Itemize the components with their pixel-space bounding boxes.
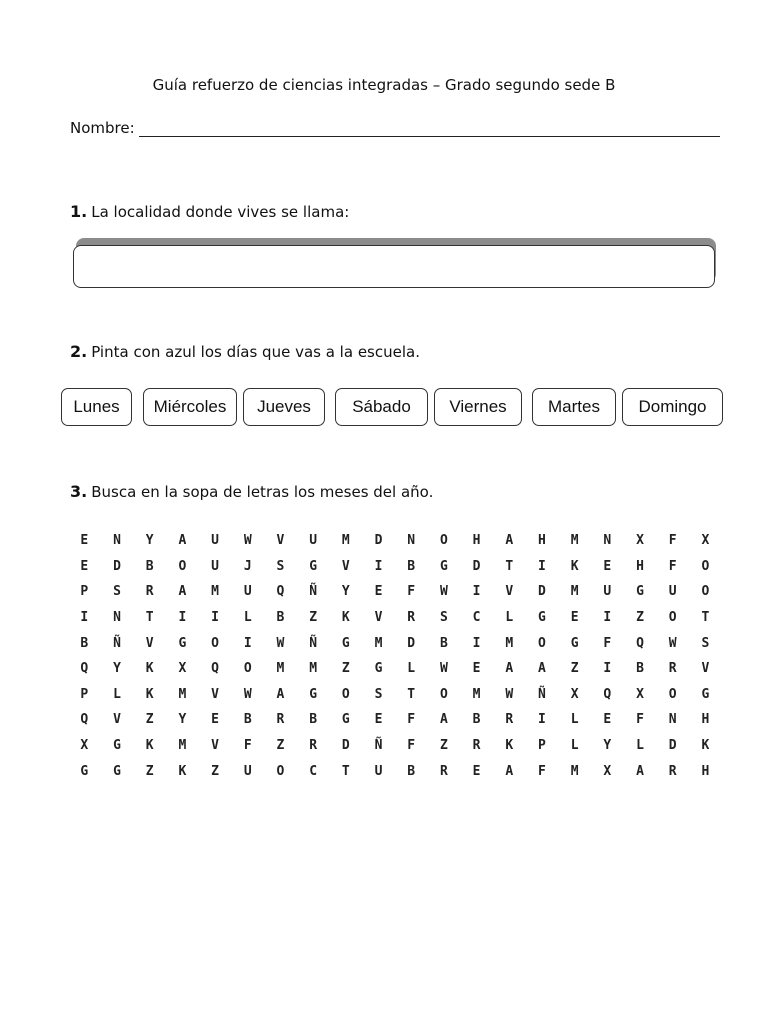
word-search-letter[interactable]: A [538,661,546,677]
word-search-letter[interactable]: Z [309,610,318,626]
word-search-letter[interactable]: B [636,661,644,677]
word-search-letter[interactable]: Y [603,738,612,754]
word-search-letter[interactable]: M [570,533,579,549]
word-search-letter[interactable]: O [701,584,710,600]
word-search-letter[interactable]: D [374,533,383,549]
word-search-letter[interactable]: O [439,686,448,702]
word-search-row [68,630,722,656]
word-search-letter[interactable]: R [276,712,285,728]
word-search-letter[interactable]: M [472,686,481,702]
word-search-grid [68,528,722,784]
locality-answer-box[interactable] [73,245,715,288]
word-search-letter[interactable]: C [309,763,318,779]
day-box-domingo[interactable]: Domingo [622,388,723,426]
word-search-letter[interactable]: U [309,533,318,549]
word-search-letter[interactable]: O [178,558,187,574]
day-box-viernes[interactable]: Viernes [434,388,522,426]
word-search-letter[interactable]: Ñ [309,635,318,651]
word-search-letter[interactable]: Y [178,712,187,728]
word-search-letter[interactable]: I [80,610,89,626]
word-search-letter[interactable]: E [80,558,89,574]
word-search-letter[interactable]: V [211,738,219,754]
word-search-letter[interactable]: H [538,533,546,549]
word-search-letter[interactable]: V [505,584,514,600]
word-search-letter[interactable]: S [701,635,710,651]
word-search-letter[interactable]: G [309,686,318,702]
word-search-letter[interactable]: O [211,635,219,651]
word-search-letter[interactable]: E [603,558,612,574]
word-search-row [68,707,722,733]
question-3 [70,482,433,501]
question-2 [70,342,420,361]
word-search-letter[interactable]: Y [113,661,121,677]
word-search-letter[interactable]: K [570,558,579,574]
word-search-letter[interactable]: I [472,635,481,651]
word-search-letter[interactable]: O [668,686,677,702]
word-search-letter[interactable]: A [178,584,187,600]
word-search-letter[interactable]: M [570,584,579,600]
word-search-letter[interactable]: B [407,763,416,779]
word-search-letter[interactable]: F [407,712,416,728]
word-search-letter[interactable]: H [636,558,644,574]
word-search-letter[interactable]: G [80,763,89,779]
word-search-letter[interactable]: U [668,584,677,600]
word-search-letter[interactable]: G [113,738,121,754]
word-search-letter[interactable]: Z [341,661,350,677]
word-search-letter[interactable]: R [668,763,677,779]
day-box-sabado[interactable]: Sábado [335,388,428,426]
word-search-letter[interactable]: L [113,686,121,702]
word-search-letter[interactable]: D [668,738,677,754]
word-search-letter[interactable]: F [538,763,546,779]
day-box-lunes[interactable]: Lunes [61,388,132,426]
word-search-letter[interactable]: C [472,610,481,626]
word-search-letter[interactable]: V [211,686,219,702]
word-search-letter[interactable]: O [668,610,677,626]
word-search-letter[interactable]: F [668,533,677,549]
word-search-letter[interactable]: Z [145,763,154,779]
word-search-letter[interactable]: Y [145,533,154,549]
page-title: Guía refuerzo de ciencias integradas – Grado segundo sede B [152,76,616,94]
word-search-letter[interactable]: N [113,533,121,549]
word-search-letter[interactable]: Y [341,584,350,600]
word-search-letter[interactable]: S [374,686,383,702]
word-search-letter[interactable]: V [276,533,285,549]
day-box-jueves[interactable]: Jueves [243,388,325,426]
word-search-letter[interactable]: T [505,558,514,574]
word-search-letter[interactable]: F [407,738,416,754]
word-search-letter[interactable]: I [538,712,546,728]
word-search-letter[interactable]: R [309,738,318,754]
word-search-letter[interactable]: U [211,533,219,549]
word-search-letter[interactable]: U [603,584,612,600]
word-search-letter[interactable]: H [701,712,710,728]
word-search-letter[interactable]: E [211,712,219,728]
word-search-letter[interactable]: A [505,763,514,779]
word-search-letter[interactable]: F [636,712,644,728]
word-search-letter[interactable]: Ñ [538,686,546,702]
word-search-letter[interactable]: A [636,763,644,779]
word-search-letter[interactable]: B [276,610,285,626]
word-search-letter[interactable]: L [505,610,514,626]
word-search-letter[interactable]: Q [636,635,644,651]
word-search-letter[interactable]: N [113,610,121,626]
word-search-letter[interactable]: V [374,610,383,626]
word-search-letter[interactable]: F [407,584,416,600]
word-search-letter[interactable]: G [341,635,350,651]
word-search-letter[interactable]: X [80,738,89,754]
word-search-letter[interactable]: R [505,712,514,728]
word-search-letter[interactable]: Z [145,712,154,728]
word-search-letter[interactable]: Z [276,738,285,754]
word-search-letter[interactable]: H [701,763,710,779]
word-search-letter[interactable]: S [276,558,285,574]
word-search-letter[interactable]: G [439,558,448,574]
word-search-letter[interactable]: P [538,738,546,754]
word-search-letter[interactable]: M [211,584,219,600]
word-search-letter[interactable]: U [243,584,252,600]
word-search-row [68,733,722,759]
word-search-letter[interactable]: O [341,686,350,702]
word-search-letter[interactable]: B [472,712,481,728]
word-search-letter[interactable]: A [505,661,514,677]
word-search-letter[interactable]: B [439,635,448,651]
word-search-letter[interactable]: L [243,610,252,626]
word-search-letter[interactable]: G [374,661,383,677]
word-search-letter[interactable]: O [276,763,285,779]
word-search-letter[interactable]: W [439,661,448,677]
word-search-letter[interactable]: K [178,763,187,779]
word-search-letter[interactable]: D [341,738,350,754]
word-search-letter[interactable]: L [636,738,644,754]
word-search-letter[interactable]: M [505,635,514,651]
word-search-letter[interactable]: I [472,584,481,600]
word-search-letter[interactable]: M [341,533,350,549]
word-search-letter[interactable]: X [570,686,579,702]
word-search-letter[interactable]: P [80,584,89,600]
word-search-letter[interactable]: W [243,533,252,549]
word-search-letter[interactable]: T [407,686,416,702]
word-search-letter[interactable]: T [341,763,350,779]
word-search-letter[interactable]: N [407,533,416,549]
word-search-letter[interactable]: G [701,686,710,702]
word-search-letter[interactable]: R [145,584,154,600]
word-search-letter[interactable]: Ñ [309,584,318,600]
word-search-letter[interactable]: L [570,738,579,754]
word-search-letter[interactable]: M [178,686,187,702]
word-search-letter[interactable]: K [701,738,710,754]
word-search-letter[interactable]: K [505,738,514,754]
word-search-letter[interactable]: M [309,661,318,677]
word-search-letter[interactable]: G [636,584,644,600]
word-search-letter[interactable]: B [145,558,154,574]
word-search-letter[interactable]: Ñ [113,635,121,651]
word-search-letter[interactable]: D [113,558,121,574]
question-1 [70,202,349,221]
name-label: Nombre: [70,119,135,137]
word-search-letter[interactable]: I [538,558,546,574]
word-search-letter[interactable]: X [701,533,710,549]
word-search-letter[interactable]: N [603,533,612,549]
word-search-letter[interactable]: J [243,558,252,574]
word-search-letter[interactable]: X [636,533,644,549]
day-box-miercoles[interactable]: Miércoles [143,388,237,426]
question-1-number: 1. [70,202,88,221]
word-search-row [68,605,722,631]
word-search-letter[interactable]: V [701,661,710,677]
question-2-number: 2. [70,342,88,361]
word-search-letter[interactable]: O [701,558,710,574]
word-search-letter[interactable]: F [668,558,677,574]
word-search-letter[interactable]: I [374,558,383,574]
word-search-letter[interactable]: G [309,558,318,574]
word-search-letter[interactable]: M [276,661,285,677]
question-1-text: La localidad donde vives se llama: [91,203,350,221]
word-search-row [68,579,722,605]
word-search-letter[interactable]: E [472,661,481,677]
word-search-letter[interactable]: G [538,610,546,626]
word-search-letter[interactable]: I [603,610,612,626]
word-search-letter[interactable]: O [243,661,252,677]
word-search-letter[interactable]: W [505,686,514,702]
word-search-letter[interactable]: W [668,635,677,651]
word-search-letter[interactable]: Q [80,712,89,728]
word-search-letter[interactable]: H [472,533,481,549]
word-search-letter[interactable]: W [439,584,448,600]
word-search-letter[interactable]: Z [439,738,448,754]
name-field-row [70,118,720,137]
word-search-letter[interactable]: W [243,686,252,702]
word-search-letter[interactable]: G [178,635,187,651]
word-search-letter[interactable]: R [472,738,481,754]
name-input-line[interactable] [139,118,720,137]
word-search-letter[interactable]: X [178,661,187,677]
word-search-letter[interactable]: U [374,763,383,779]
word-search-letter[interactable]: D [407,635,416,651]
word-search-letter[interactable]: K [145,686,154,702]
word-search-letter[interactable]: B [407,558,416,574]
word-search-letter[interactable]: A [178,533,187,549]
word-search-letter[interactable]: G [113,763,121,779]
word-search-letter[interactable]: D [472,558,481,574]
word-search-letter[interactable]: U [243,763,252,779]
word-search-letter[interactable]: G [570,635,579,651]
word-search-letter[interactable]: R [407,610,416,626]
word-search-letter[interactable]: Q [276,584,285,600]
word-search-letter[interactable]: S [113,584,121,600]
question-2-text: Pinta con azul los días que vas a la escuela. [91,343,420,361]
word-search-row [68,554,722,580]
word-search-letter[interactable]: W [276,635,285,651]
word-search-letter[interactable]: B [80,635,89,651]
day-box-martes[interactable]: Martes [532,388,616,426]
word-search-letter[interactable]: X [636,686,644,702]
word-search-row [68,758,722,784]
word-search-letter[interactable]: V [341,558,350,574]
word-search-letter[interactable]: Q [603,686,612,702]
word-search-letter[interactable]: O [538,635,546,651]
question-3-number: 3. [70,482,88,501]
word-search-letter[interactable]: U [211,558,219,574]
word-search-letter[interactable]: I [243,635,252,651]
word-search-letter[interactable]: K [341,610,350,626]
word-search-letter[interactable]: E [374,584,383,600]
word-search-row [68,656,722,682]
word-search-letter[interactable]: X [603,763,612,779]
word-search-letter[interactable]: F [603,635,612,651]
word-search-letter[interactable]: K [145,738,154,754]
word-search-letter[interactable]: Z [211,763,219,779]
word-search-letter[interactable]: Q [211,661,219,677]
word-search-letter[interactable]: K [145,661,154,677]
word-search-letter[interactable]: M [374,635,383,651]
word-search-letter[interactable]: F [243,738,252,754]
word-search-letter[interactable]: V [113,712,121,728]
word-search-letter[interactable]: V [145,635,154,651]
word-search-letter[interactable]: M [178,738,187,754]
word-search-letter[interactable]: T [145,610,154,626]
word-search-letter[interactable]: S [439,610,448,626]
word-search-letter[interactable]: M [570,763,579,779]
word-search-letter[interactable]: A [276,686,285,702]
word-search-letter[interactable]: P [80,686,89,702]
word-search-letter[interactable]: E [80,533,89,549]
word-search-letter[interactable]: T [701,610,710,626]
word-search-row [68,682,722,708]
word-search-letter[interactable]: G [341,712,350,728]
word-search-row [68,528,722,554]
word-search-letter[interactable]: I [603,661,612,677]
word-search-letter[interactable]: Ñ [374,738,383,754]
word-search-letter[interactable]: I [178,610,187,626]
word-search-letter[interactable]: O [439,533,448,549]
word-search-letter[interactable]: R [439,763,448,779]
word-search-letter[interactable]: A [505,533,514,549]
word-search-letter[interactable]: Z [636,610,644,626]
word-search-letter[interactable]: N [668,712,677,728]
word-search-letter[interactable]: E [374,712,383,728]
word-search-letter[interactable]: R [668,661,677,677]
word-search-letter[interactable]: L [407,661,416,677]
word-search-letter[interactable]: E [603,712,612,728]
word-search-letter[interactable]: B [309,712,318,728]
word-search-letter[interactable]: L [570,712,579,728]
word-search-letter[interactable]: B [243,712,252,728]
word-search-letter[interactable]: E [472,763,481,779]
word-search-letter[interactable]: Z [570,661,579,677]
word-search-letter[interactable]: E [570,610,579,626]
word-search-letter[interactable]: I [211,610,219,626]
word-search-letter[interactable]: A [439,712,448,728]
question-3-text: Busca en la sopa de letras los meses del año. [91,483,434,501]
word-search-letter[interactable]: D [538,584,546,600]
word-search-letter[interactable]: Q [80,661,89,677]
